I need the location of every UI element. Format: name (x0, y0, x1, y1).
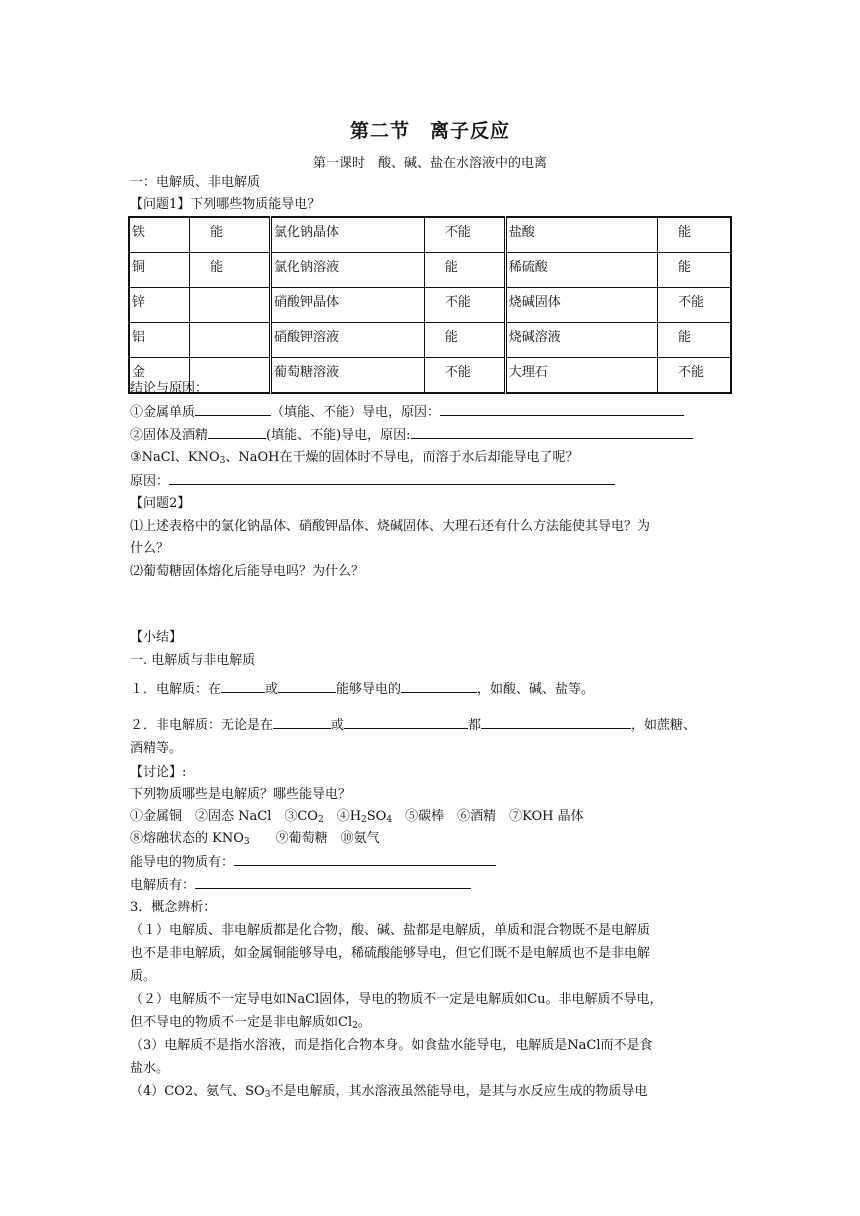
table-cell: 铜 (129, 253, 190, 288)
substance-list-1: ①金属铜 ②固态 NaCl $③CO_2$ $④H_2SO_4$ ⑤碳棒 ⑥酒精 ⑦KOH 晶体 (130, 809, 584, 825)
table-cell: 不能 (658, 288, 732, 323)
table-cell: 烧碱溶液 (505, 323, 657, 358)
table-cell: 盐酸 (505, 217, 657, 253)
fill-blank[interactable] (278, 680, 336, 693)
table-cell (190, 323, 271, 358)
table-cell: 铝 (129, 323, 190, 358)
lesson-subtitle: 第一课时 酸、碱、盐在水溶液中的电离 (312, 156, 547, 171)
question-2-1a: ⑴上述表格中的氯化钠晶体、硝酸钾晶体、烧碱固体、大理石还有什么方法能使其导电？为 (130, 519, 651, 534)
fill-blank[interactable] (208, 426, 266, 439)
table-row (129, 288, 731, 323)
conductivity-table (128, 216, 732, 394)
discussion-question: 下列物质哪些是电解质？哪些能导电？ (130, 787, 352, 802)
table-cell (190, 288, 271, 323)
table-cell: 不能 (424, 358, 505, 394)
fill-blank[interactable] (344, 716, 468, 729)
summary-section: 一. 电解质与非电解质 (130, 653, 256, 668)
table-cell: 能 (658, 323, 732, 358)
conclusion-2: ②固体及酒精 (填能、不能)导电，原因: (130, 426, 693, 445)
summary-heading: 【小结】 (130, 630, 183, 645)
conclusion-label: 结论与原因： (130, 381, 209, 396)
table-cell: 稀硫酸 (505, 253, 657, 288)
concept-1-line-3: 质。 (130, 969, 157, 984)
fill-blank[interactable] (481, 716, 631, 729)
concept-heading: 3．概念辨析： (130, 900, 217, 915)
table-row (129, 323, 731, 358)
concept-3-line-2: 盐水。 (130, 1061, 170, 1076)
fill-blank[interactable] (440, 403, 684, 416)
table-cell: 锌 (129, 288, 190, 323)
concept-1-line-1: （１）电解质、非电解质都是化合物，酸、碱、盐都是电解质，单质和混合物既不是电解质 (130, 923, 651, 938)
table-cell: 能 (190, 217, 271, 253)
table-cell: 能 (424, 253, 505, 288)
fill-blank[interactable] (169, 472, 615, 485)
fill-blank[interactable] (411, 426, 693, 439)
fill-blank[interactable] (401, 680, 477, 693)
table-cell: 葡萄糖溶液 (270, 358, 424, 394)
fill-blank[interactable] (195, 403, 271, 416)
table-cell: 金 (129, 358, 190, 394)
concept-2-line-2: 但不导电的物质不一定是非电解质如$Cl_2$。 (130, 1015, 371, 1031)
conclusion-1: ①金属单质 （填能、不能）导电，原因： (130, 403, 684, 422)
conclusion-3: ③NaCl、$KNO_3$、NaOH在干燥的固体时不导电，而溶于水后却能导电了呢？ (130, 450, 579, 466)
fill-blank[interactable] (195, 876, 471, 889)
question-2: 【问题2】 (130, 496, 191, 511)
question-1: 【问题1】下列哪些物质能导电？ (130, 197, 321, 212)
table-cell: 不能 (658, 358, 732, 394)
fill-blank[interactable] (234, 853, 496, 866)
answer-conductors: 能导电的物质有： (130, 853, 496, 872)
table-cell: 能 (424, 323, 505, 358)
table-row (129, 358, 731, 394)
table-cell: 硝酸钾溶液 (270, 323, 424, 358)
table-cell: 氯化钠晶体 (270, 217, 424, 253)
page-title: 第二节 离子反应 (349, 120, 510, 142)
concept-4-line-1: （4）CO2、氨气、$SO_3$不是电解质，其水溶液虽然能导电，是其与水反应生成的物质导电 (130, 1084, 648, 1100)
question-2-1b: 什么？ (130, 541, 170, 556)
table-cell: 不能 (424, 217, 505, 253)
table-cell: 铁 (129, 217, 190, 253)
table-cell: 大理石 (505, 358, 657, 394)
fill-blank[interactable] (273, 716, 331, 729)
definition-nonelectrolyte: ２．非电解质：无论是在 或 都 ，如蔗糖、 (130, 718, 697, 733)
table-cell: 硝酸钾晶体 (270, 288, 424, 323)
table-cell: 能 (658, 253, 732, 288)
fill-blank[interactable] (221, 680, 265, 693)
table-row (129, 217, 731, 253)
definition-nonelectrolyte-cont: 酒精等。 (130, 741, 183, 756)
discussion-heading: 【讨论】: (130, 765, 187, 780)
table-cell: 能 (190, 253, 271, 288)
concept-3-line-1: （3）电解质不是指水溶液，而是指化合物本身。如食盐水能导电，电解质是NaCl而不是食 (130, 1038, 653, 1053)
reason-line: 原因： (130, 472, 615, 491)
question-2-2: ⑵葡萄糖固体熔化后能导电吗？为什么？ (130, 564, 365, 579)
concept-1-line-2: 也不是非电解质，如金属铜能够导电，稀硫酸能够导电，但它们既不是电解质也不是非电解 (130, 946, 651, 961)
table-cell: 不能 (424, 288, 505, 323)
substance-list-2: ⑧熔融状态的 $KNO_3$ ⑨葡萄糖 ⑩氨气 (130, 831, 380, 847)
table-cell: 烧碱固体 (505, 288, 657, 323)
definition-electrolyte: １．电解质：在 或 能够导电的 ，如酸、碱、盐等。 (130, 682, 595, 697)
table-cell: 能 (658, 217, 732, 253)
answer-electrolytes: 电解质有： (130, 876, 471, 895)
table-cell: 氯化钠溶液 (270, 253, 424, 288)
table-row (129, 253, 731, 288)
concept-2-line-1: （２）电解质不一定导电如NaCl固体，导电的物质不一定是电解质如Cu。非电解质不导电， (130, 992, 663, 1007)
section-heading: 一：电解质、非电解质 (130, 175, 261, 190)
